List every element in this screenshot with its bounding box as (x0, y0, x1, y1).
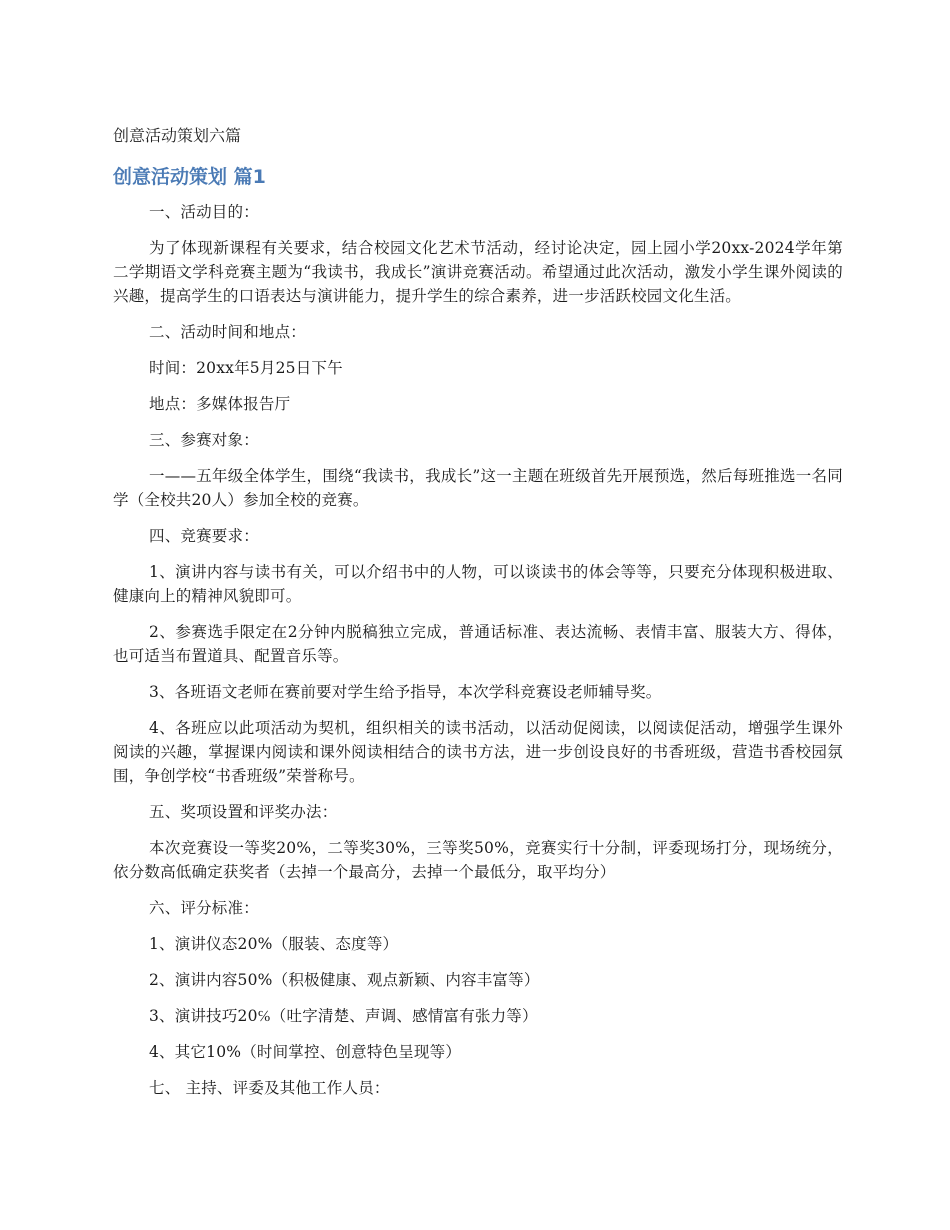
paragraph-objective-text: 为了体现新课程有关要求，结合校园文化艺术节活动，经讨论决定，园上园小学20xx-2024学年第二学期语文学科竞赛主题为“我读书，我成长”演讲竞赛活动。希望通过此次活动，激发小学生课外阅读的兴趣，提高学生的口语表达与演讲能力，提升学生的综合素养，进一步活跃校园文化生活。 (113, 239, 843, 305)
paragraph-requirement-2: 2、参赛选手限定在2分钟内脱稿独立完成，普通话标准、表达流畅、表情丰富、服装大方、得体，也可适当布置道具、配置音乐等。 (113, 623, 843, 665)
paragraph-requirement-1: 1、演讲内容与读书有关，可以介绍书中的人物，可以谈读书的体会等等，只要充分体现积极进取、健康向上的精神风貌即可。 (113, 563, 843, 605)
paragraph-place: 地点：多媒体报告厅 (149, 395, 291, 413)
paragraph-participants-heading: 三、参赛对象： (149, 431, 259, 449)
paragraph-scoring-2: 2、演讲内容50%（积极健康、观点新颖、内容丰富等） (149, 971, 540, 989)
paragraph-awards-text: 本次竞赛设一等奖20%，二等奖30%，三等奖50%，竞赛实行十分制，评委现场打分，现场统分，依分数高低确定获奖者（去掉一个最高分，去掉一个最低分，取平均分） (113, 839, 843, 881)
paragraph-objective-heading: 一、活动目的： (149, 203, 259, 221)
section-heading: 创意活动策划 篇1 (113, 166, 266, 188)
document-body (113, 200, 843, 1100)
paragraph-participants-text: 一——五年级全体学生，围绕“我读书，我成长”这一主题在班级首先开展预选，然后每班推选一名同学（全校共20人）参加全校的竞赛。 (113, 467, 843, 509)
paragraph-time-place-heading: 二、活动时间和地点： (149, 323, 307, 341)
paragraph-requirements-heading: 四、竞赛要求： (149, 527, 259, 545)
paragraph-scoring-1: 1、演讲仪态20%（服装、态度等） (149, 935, 399, 953)
paragraph-requirement-3: 3、各班语文老师在赛前要对学生给予指导，本次学科竞赛设老师辅导奖。 (149, 683, 662, 701)
paragraph-scoring-heading: 六、评分标准： (149, 899, 259, 917)
document-page (113, 124, 843, 1112)
paragraph-scoring-4: 4、其它10%（时间掌控、创意特色呈现等） (149, 1043, 462, 1061)
paragraph-time: 时间：20xx年5月25日下午 (149, 359, 343, 377)
paragraph-scoring-3: 3、演讲技巧20℅（吐字清楚、声调、感情富有张力等） (149, 1007, 538, 1025)
paragraph-staff-heading: 七、 主持、评委及其他工作人员： (149, 1079, 390, 1097)
paragraph-awards-heading: 五、奖项设置和评奖办法： (149, 803, 338, 821)
paragraph-requirement-4: 4、各班应以此项活动为契机，组织相关的读书活动，以活动促阅读，以阅读促活动，增强学生课外阅读的兴趣，掌握课内阅读和课外阅读相结合的读书方法，进一步创设良好的书香班级，营造书香校园氛围，争创学校“书香班级”荣誉称号。 (113, 719, 843, 785)
document-title: 创意活动策划六篇 (113, 126, 242, 145)
